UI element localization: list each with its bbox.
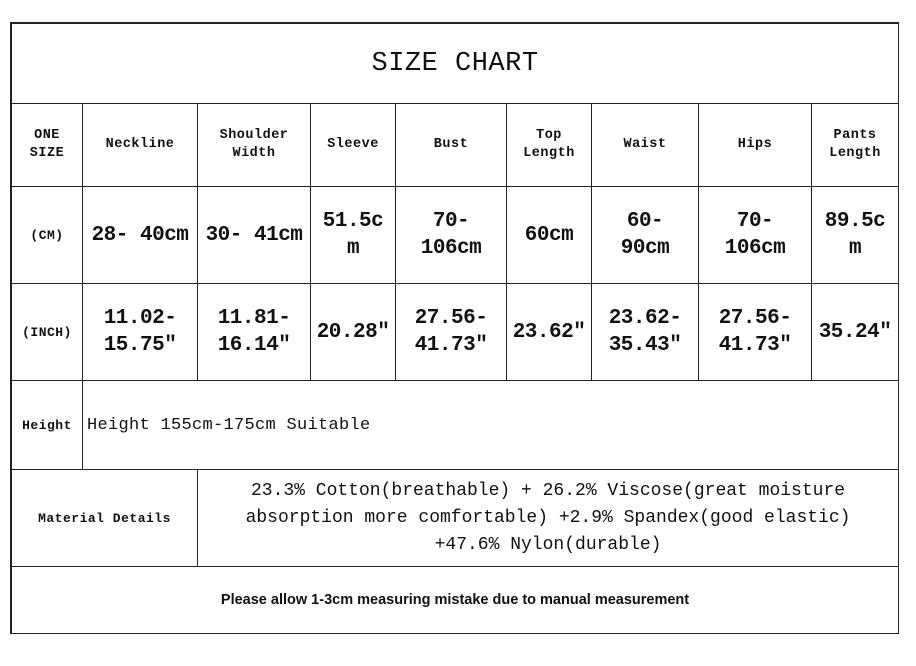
header-waist: Waist (623, 137, 667, 152)
value-cell (812, 284, 899, 381)
header-cell (592, 104, 699, 187)
value-cell (198, 187, 311, 284)
header-top-length: Top Length (523, 128, 575, 161)
value-cell (507, 284, 592, 381)
cm-pants-length: 89.5c m (824, 210, 886, 260)
value-cell (592, 187, 699, 284)
value-cell (396, 187, 507, 284)
inch-row (12, 284, 899, 381)
header-cell (83, 104, 198, 187)
inch-pants-length: 35.24" (818, 320, 892, 344)
header-bust: Bust (433, 137, 469, 152)
value-cell (83, 284, 198, 381)
inch-bust: 27.56- 41.73" (414, 307, 488, 357)
cm-neckline: 28- 40cm (91, 223, 189, 247)
value-cell (592, 284, 699, 381)
chart-title: SIZE CHART (12, 24, 899, 104)
inch-top-length: 23.62" (512, 320, 586, 344)
header-neckline: Neckline (105, 137, 175, 152)
row-label-cm: (CM) (12, 187, 83, 284)
material-text: 23.3% Cotton(breathable) + 26.2% Viscose(great moisture absorption more comfortable) +2.9% Spandex(good elastic) +47.6% Nylon(durable) (198, 470, 899, 567)
material-row (12, 470, 899, 567)
inch-waist: 23.62- 35.43" (608, 307, 682, 357)
height-text: Height 155cm-175cm Suitable (83, 381, 899, 470)
value-cell (311, 187, 396, 284)
cm-waist: 60- 90cm (620, 210, 670, 260)
height-label: Height (12, 381, 83, 470)
inch-sleeve: 20.28" (316, 320, 390, 344)
size-chart-table (11, 23, 899, 634)
header-one-size: ONE SIZE (29, 128, 65, 161)
cm-shoulder-width: 30- 41cm (205, 223, 303, 247)
header-cell (396, 104, 507, 187)
value-cell (507, 187, 592, 284)
header-pants-length: Pants Length (829, 128, 881, 161)
cm-hips: 70- 106cm (724, 210, 786, 260)
material-label: Material Details (12, 470, 198, 567)
header-row (12, 104, 899, 187)
value-cell (699, 284, 812, 381)
header-cell (198, 104, 311, 187)
value-cell (83, 187, 198, 284)
size-chart (10, 22, 899, 634)
value-cell (311, 284, 396, 381)
inch-shoulder-width: 11.81- 16.14" (217, 307, 291, 357)
header-cell (12, 104, 83, 187)
value-cell (699, 187, 812, 284)
value-cell (396, 284, 507, 381)
header-sleeve: Sleeve (327, 137, 379, 152)
cm-bust: 70- 106cm (420, 210, 482, 260)
value-cell (198, 284, 311, 381)
cm-sleeve: 51.5c m (322, 210, 384, 260)
inch-neckline: 11.02- 15.75" (103, 307, 177, 357)
header-cell (812, 104, 899, 187)
measurement-note: Please allow 1-3cm measuring mistake due to manual measurement (12, 567, 899, 634)
cm-top-length: 60cm (524, 223, 574, 247)
header-cell (699, 104, 812, 187)
height-row (12, 381, 899, 470)
header-cell (507, 104, 592, 187)
header-cell (311, 104, 396, 187)
note-row (12, 567, 899, 634)
inch-hips: 27.56- 41.73" (718, 307, 792, 357)
value-cell (812, 187, 899, 284)
cm-row (12, 187, 899, 284)
header-hips: Hips (737, 137, 773, 152)
row-label-inch: (INCH) (12, 284, 83, 381)
header-shoulder-width: Shoulder Width (219, 128, 289, 161)
